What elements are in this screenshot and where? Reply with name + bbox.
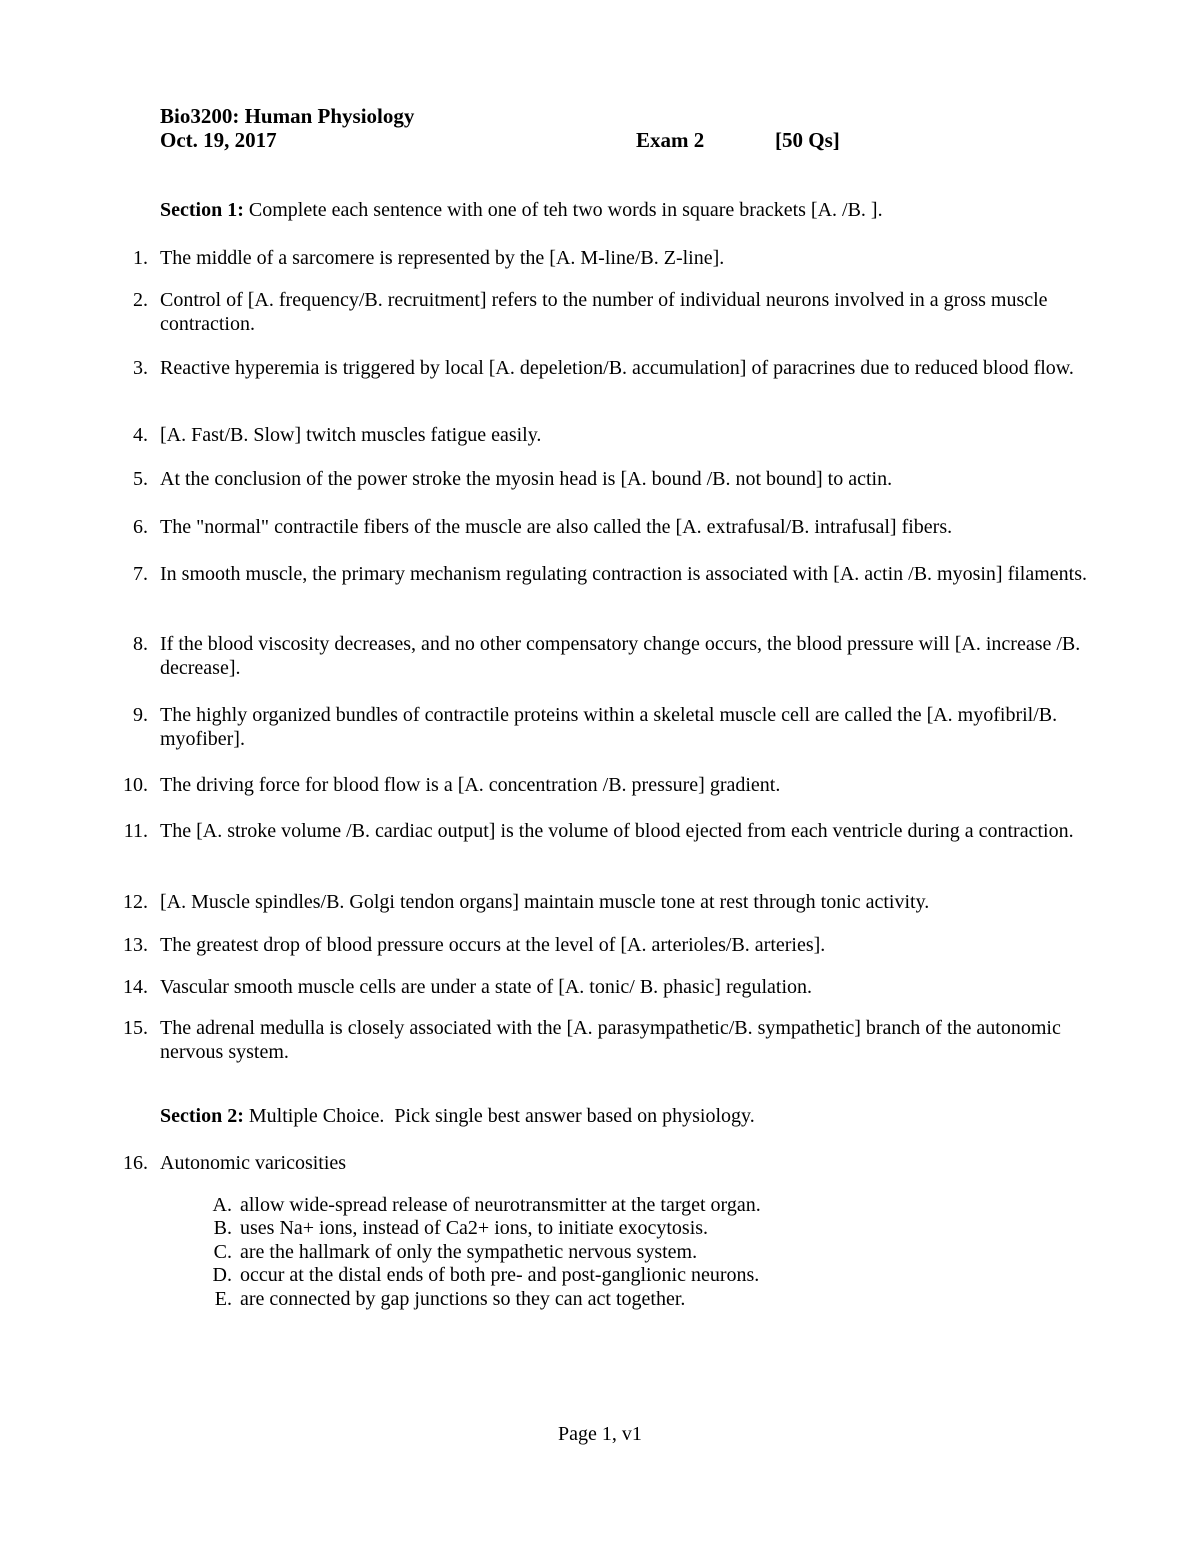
question-text: Control of [A. frequency/B. recruitment] refers to the number of individual neurons involved in a gross muscle contraction. — [160, 289, 1048, 335]
option-text: allow wide-spread release of neurotransmitter at the target organ. — [240, 1194, 761, 1216]
question-text: If the blood viscosity decreases, and no other compensatory change occurs, the blood pressure will [A. increase /B. decrease]. — [160, 633, 1081, 679]
option-a — [200, 1193, 761, 1217]
section-1-heading — [160, 198, 883, 222]
question-number: 15. — [123, 1017, 148, 1039]
question-number: 5. — [133, 468, 148, 490]
section-1-instruction: Complete each sentence with one of teh two words in square brackets [A. /B. ]. — [248, 199, 883, 221]
option-text: occur at the distal ends of both pre- and post-ganglionic neurons. — [240, 1264, 760, 1286]
question-count: [50 Qs] — [775, 128, 840, 152]
section-2-label: Section 2: — [160, 1105, 244, 1127]
question-number: 13. — [123, 934, 148, 956]
question-number: 14. — [123, 976, 148, 998]
question-text: At the conclusion of the power stroke the myosin head is [A. bound /B. not bound] to actin. — [160, 468, 893, 490]
exam-date: Oct. 19, 2017 — [160, 128, 277, 152]
question-text: The driving force for blood flow is a [A. concentration /B. pressure] gradient. — [160, 774, 781, 796]
question-number: 4. — [133, 424, 148, 446]
option-letter: C. — [213, 1241, 232, 1263]
option-text: are the hallmark of only the sympathetic nervous system. — [240, 1241, 698, 1263]
question-text: Autonomic varicosities — [160, 1152, 347, 1174]
section-2-heading — [160, 1104, 755, 1128]
question-number: 9. — [133, 704, 148, 726]
course-title: Bio3200: Human Physiology — [160, 104, 415, 128]
question-number: 7. — [133, 563, 148, 585]
question-text: The adrenal medulla is closely associated with the [A. parasympathetic/B. sympathetic] branch of the autonomic nervous system. — [160, 1017, 1061, 1063]
question-text: Vascular smooth muscle cells are under a state of [A. tonic/ B. phasic] regulation. — [160, 976, 813, 998]
question-number: 10. — [123, 774, 148, 796]
option-text: are connected by gap junctions so they can act together. — [240, 1288, 686, 1310]
option-letter: D. — [212, 1264, 232, 1286]
question-number: 8. — [133, 633, 148, 655]
question-number: 2. — [133, 289, 148, 311]
question-text: The "normal" contractile fibers of the muscle are also called the [A. extrafusal/B. intrafusal] fibers. — [160, 516, 953, 538]
question-text: [A. Fast/B. Slow] twitch muscles fatigue easily. — [160, 424, 542, 446]
question-number: 6. — [133, 516, 148, 538]
option-letter: B. — [213, 1217, 232, 1239]
exam-label: Exam 2 — [636, 128, 705, 152]
option-d — [200, 1263, 759, 1287]
option-letter: A. — [212, 1194, 232, 1216]
page-number: Page 1, v1 — [558, 1423, 642, 1445]
question-text: [A. Muscle spindles/B. Golgi tendon organs] maintain muscle tone at rest through tonic activity. — [160, 891, 930, 913]
section-2-instruction: Multiple Choice. Pick single best answer based on physiology. — [248, 1105, 755, 1127]
section-1-label: Section 1: — [160, 199, 244, 221]
option-letter: E. — [214, 1288, 232, 1310]
question-text: The greatest drop of blood pressure occurs at the level of [A. arterioles/B. arteries]. — [160, 934, 826, 956]
question-number: 11. — [123, 820, 148, 842]
question-number: 12. — [123, 891, 148, 913]
question-text: The [A. stroke volume /B. cardiac output] is the volume of blood ejected from each ventricle during a contraction. — [160, 820, 1074, 842]
question-text: Reactive hyperemia is triggered by local [A. depeletion/B. accumulation] of paracrines due to reduced blood flow. — [160, 357, 1074, 379]
option-e — [200, 1287, 685, 1311]
question-number: 3. — [133, 357, 148, 379]
question-text: The middle of a sarcomere is represented by the [A. M-line/B. Z-line]. — [160, 247, 725, 269]
question-text: The highly organized bundles of contractile proteins within a skeletal muscle cell are called the [A. myofibril/B. myofiber]. — [160, 704, 1058, 750]
question-text: In smooth muscle, the primary mechanism regulating contraction is associated with [A. actin /B. myosin] filaments. — [160, 563, 1088, 585]
option-c — [200, 1240, 697, 1264]
option-b — [200, 1216, 708, 1240]
option-text: uses Na+ ions, instead of Ca2+ ions, to initiate exocytosis. — [240, 1217, 709, 1239]
question-number: 16. — [123, 1152, 148, 1174]
question-number: 1. — [133, 247, 148, 269]
